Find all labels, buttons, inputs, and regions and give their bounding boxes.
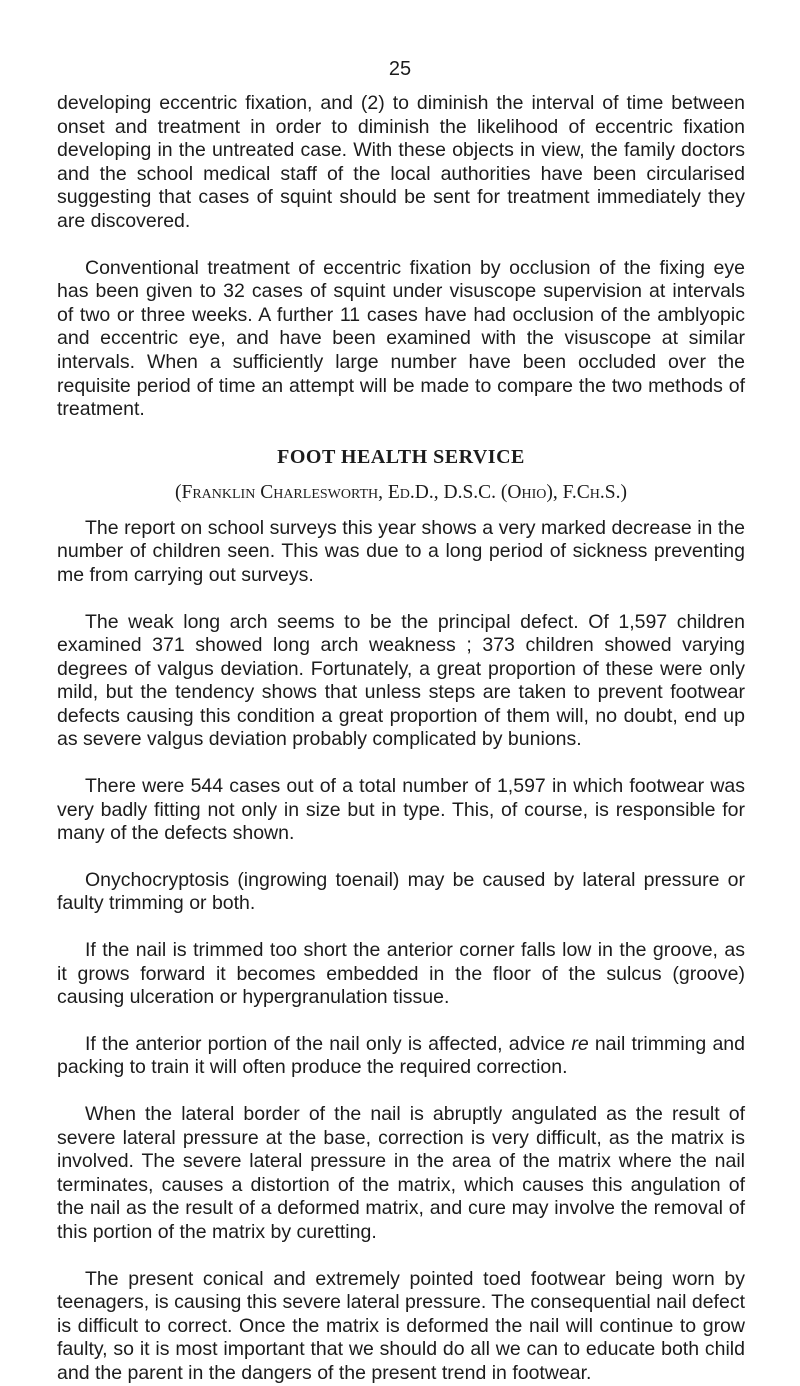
paragraph-school-surveys: The report on school surveys this year shows a very marked decrease in the number of children seen. This was due to a long period of sickness preventing me from carrying out surveys. (57, 516, 745, 586)
page-number: 25 (388, 58, 412, 80)
paragraph-nail-trimming: If the nail is trimmed too short the anterior corner falls low in the groove, as it grows forward it becomes embedded in the floor of the sulcus (groove) causing ulceration or hypergranulation tissue. (57, 939, 745, 1009)
paragraph-eccentric-fixation-continued: developing eccentric fixation, and (2) to diminish the interval of time between onset and treatment in order to diminish the likelihood of eccentric fixation developing in the untreated case. With these objects in view, the family doctors and the school medical staff of the local authorities have been circularised suggesting that cases of squint should be sent for treatment immediately they are discovered. (57, 92, 745, 232)
paragraph-footwear-fitting: There were 544 cases out of a total number of 1,597 in which footwear was very badly fitting not only in size but in type. This, of course, is responsible for many of the defects shown. (57, 775, 745, 845)
paragraph-lateral-border: When the lateral border of the nail is abruptly angulated as the result of severe lateral pressure at the base, correction is very difficult, as the matrix is involved. The severe lateral pressure in the area of the matrix where the nail terminates, causes a distortion of the matrix, which causes this angulation of the nail as the result of a deformed matrix, and cure may involve the removal of this portion of the matrix by curetting. (57, 1103, 745, 1243)
paragraph-onychocryptosis: Onychocryptosis (ingrowing toenail) may be caused by lateral pressure or faulty trimming or both. (57, 868, 745, 915)
section-byline: (Franklin Charlesworth, Ed.D., D.S.C. (Ohio), F.Ch.S.) (175, 481, 627, 503)
paragraph-conical-footwear: The present conical and extremely pointed toed footwear being worn by teenagers, is causing this severe lateral pressure. The consequential nail defect is difficult to correct. Once the matrix is deformed the nail will continue to grow faulty, so it is most important that we should do all we can to educate both child and the parent in the dangers of the present trend in footwear. (57, 1267, 745, 1384)
paragraph-anterior-portion-italic: re (571, 1032, 589, 1055)
page-content (57, 92, 745, 1386)
paragraph-conventional-treatment: Conventional treatment of eccentric fixation by occlusion of the fixing eye has been given to 32 cases of squint under visuscope supervision at intervals of two or three weeks. A further 11 cases have had occlusion of the amblyopic and eccentric eye, and have been examined with the visuscope at similar intervals. When a sufficiently large number have been occluded over the requisite period of time an attempt will be made to compare the two methods of treatment. (57, 256, 745, 421)
section-heading: FOOT HEALTH SERVICE (277, 445, 525, 468)
paragraph-anterior-portion-end: nail trimming and packing to train it will often produce the required correction. (57, 1032, 745, 1079)
paragraph-anterior-portion-start: If the anterior portion of the nail only is affected, advice (85, 1032, 572, 1055)
paragraph-long-arch: The weak long arch seems to be the principal defect. Of 1,597 children examined 371 showed long arch weakness ; 373 children showed varying degrees of valgus deviation. Fortunately, a great proportion of these were only mild, but the tendency shows that unless steps are taken to prevent footwear defects causing this condition a great proportion of them will, no doubt, end up as severe valgus deviation probably complicated by bunions. (57, 610, 745, 751)
paragraph-anterior-portion (57, 1033, 745, 1080)
